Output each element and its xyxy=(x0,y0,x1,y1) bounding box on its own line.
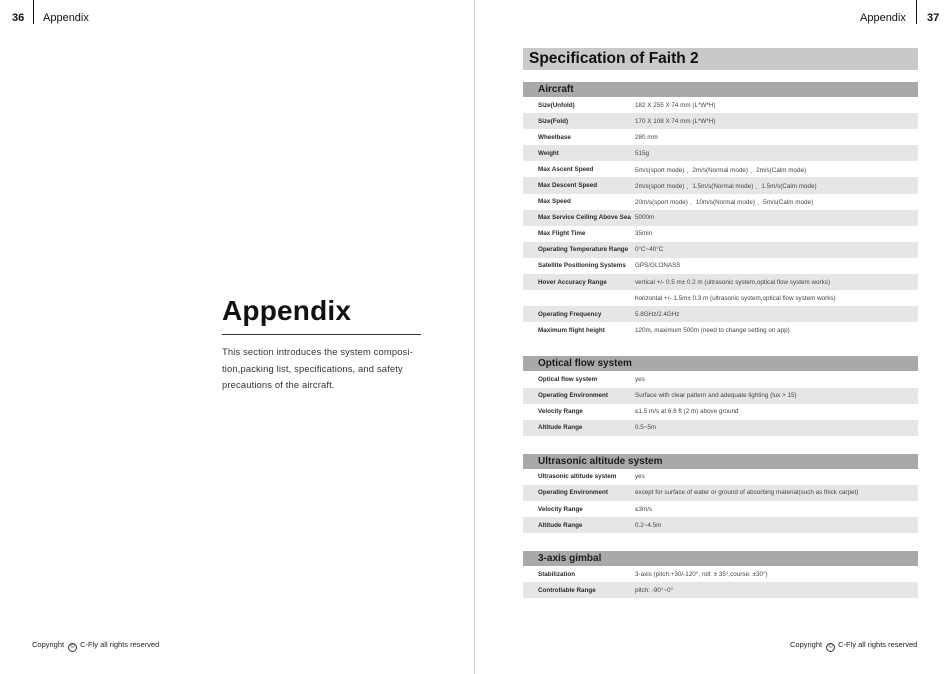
spec-value: vertical +/- 0.5 m± 0.2 m (ultrasonic system,optical flow system works) xyxy=(635,278,831,286)
spec-key: Velocity Range xyxy=(538,505,583,513)
spec-row xyxy=(523,113,918,129)
spec-section xyxy=(523,82,918,338)
spec-key: Maximum flight height xyxy=(538,326,605,334)
spec-value: horizontal +/- 1.5m± 0.3 m (ultrasonic system,optical flow system works) xyxy=(635,294,836,302)
spec-key: Altitude Range xyxy=(538,424,583,432)
spec-value: 515g xyxy=(635,149,650,157)
page-title: Appendix xyxy=(222,295,352,326)
section-heading: Optical flow system xyxy=(523,356,918,371)
spec-row xyxy=(523,420,918,436)
spec-row xyxy=(523,517,918,533)
spec-key: Max Ascent Speed xyxy=(538,165,594,173)
spec-value: Surface with clear pattern and adequate lighting (lux > 15) xyxy=(635,392,797,400)
spec-key: Stabilization xyxy=(538,570,576,578)
spec-key: Max Service Ceiling Above Sea xyxy=(538,214,631,222)
spec-value: 5000m xyxy=(635,214,655,222)
spec-section xyxy=(523,551,918,598)
spec-value: 5.8GHz/2.4GHz xyxy=(635,310,680,318)
spec-row xyxy=(523,404,918,420)
footer-copyright-text: C-Fly all rights reserved xyxy=(80,640,160,649)
spec-row xyxy=(523,145,918,161)
spec-key: Size(Unfold) xyxy=(538,101,575,109)
spec-value: GPS/GLONASS xyxy=(635,262,681,270)
page-number: 36 xyxy=(12,12,25,24)
spec-value: pitch: -90°~0° xyxy=(635,586,674,594)
spec-value: 0°C~40°C xyxy=(635,246,664,254)
copyright-icon: © xyxy=(826,643,835,652)
footer-copyright-label: Copyright xyxy=(790,640,823,649)
footer-copyright xyxy=(32,640,159,652)
header-title: Appendix xyxy=(43,12,89,24)
section-heading: Aircraft xyxy=(523,82,918,97)
spec-row xyxy=(523,322,918,338)
spec-row xyxy=(523,177,918,193)
spec-key: Max Descent Speed xyxy=(538,182,598,190)
spec-value: ≤1.5 m/s at 6.6 ft (2 m) above ground xyxy=(635,408,739,416)
spec-row xyxy=(523,274,918,290)
spec-row xyxy=(523,226,918,242)
footer-copyright-label: Copyright xyxy=(32,640,65,649)
spec-value: 0.5~5m xyxy=(635,424,657,432)
spec-key: Satellite Positioning Systems xyxy=(538,262,626,270)
copyright-icon: © xyxy=(68,643,77,652)
title-underline xyxy=(222,334,421,335)
spec-sheet xyxy=(523,48,918,598)
spec-key: Max Speed xyxy=(538,198,571,206)
right-page xyxy=(475,0,950,674)
spec-value: 120m, maximum 500m (need to change setting on app) xyxy=(635,326,790,334)
spec-value: 182 X 255 X 74 mm (L*W*H) xyxy=(635,101,716,109)
spec-row xyxy=(523,97,918,113)
spec-value: 3-axis (pitch:+30/-120°, roll: ± 35°,course: ±30°) xyxy=(635,570,768,578)
footer-copyright xyxy=(790,640,917,652)
header-divider xyxy=(916,0,917,24)
spec-key: Operating Frequency xyxy=(538,310,602,318)
spec-key: Operating Environment xyxy=(538,489,608,497)
spec-key: Altitude Range xyxy=(538,521,583,529)
spec-row xyxy=(523,371,918,387)
spec-row xyxy=(523,242,918,258)
spec-key: Weight xyxy=(538,149,559,157)
spec-row xyxy=(523,258,918,274)
spec-value: yes xyxy=(635,375,645,383)
footer-copyright-text: C-Fly all rights reserved xyxy=(838,640,918,649)
intro-paragraph: This section introduces the system composi-tion,packing list, specifications, and safety precautions of the aircraft. xyxy=(222,346,413,390)
spec-row xyxy=(523,306,918,322)
spec-value: except for surface of water or ground of absorbing material(such as thick carpet) xyxy=(635,489,859,497)
spec-value: yes xyxy=(635,473,645,481)
spec-key: Operating Environment xyxy=(538,392,608,400)
spec-sections xyxy=(523,82,918,598)
spec-row xyxy=(523,194,918,210)
spec-value: 35min xyxy=(635,230,653,238)
spec-value: 5m/s(sport mode) 、2m/s(Normal mode) 、2m/s(Calm mode) xyxy=(635,166,807,174)
spec-key: Velocity Range xyxy=(538,408,583,416)
spec-row xyxy=(523,210,918,226)
section-heading: Ultrasonic altitude system xyxy=(523,454,918,469)
section-heading: 3-axis gimbal xyxy=(523,551,918,566)
spec-row xyxy=(523,485,918,501)
spec-value: 280 mm xyxy=(635,133,658,141)
spec-row xyxy=(523,501,918,517)
spec-section xyxy=(523,356,918,435)
spec-key: Hover Accuracy Range xyxy=(538,278,607,286)
spec-section xyxy=(523,454,918,533)
spec-key: Wheelbase xyxy=(538,133,571,141)
spec-row xyxy=(523,129,918,145)
spec-value: 2m/s(sport mode) 、1.5m/s(Normal mode) 、1.5m/s(Calm mode) xyxy=(635,183,817,191)
spec-row xyxy=(523,290,918,306)
spec-row xyxy=(523,388,918,404)
spec-key: Max Flight Time xyxy=(538,230,586,238)
spec-key: Controllable Range xyxy=(538,586,596,594)
spec-row xyxy=(523,161,918,177)
page-number: 37 xyxy=(927,12,940,24)
spec-row xyxy=(523,582,918,598)
spec-title: Specification of Faith 2 xyxy=(523,48,918,70)
spec-value: 0.2~4.5m xyxy=(635,521,662,529)
spec-key: Operating Temperature Range xyxy=(538,246,629,254)
spec-key: Size(Fold) xyxy=(538,117,569,125)
spec-key: Ultrasonic altitude system xyxy=(538,473,617,481)
spec-row xyxy=(523,469,918,485)
left-page xyxy=(0,0,474,674)
header-title: Appendix xyxy=(860,12,906,24)
spec-value: 170 X 108 X 74 mm (L*W*H) xyxy=(635,117,716,125)
spec-value: ≤3m/s xyxy=(635,505,653,513)
spec-row xyxy=(523,566,918,582)
header-divider xyxy=(33,0,34,24)
spec-value: 20m/s(sport mode) 、10m/s(Normal mode) 、5m/s(Calm mode) xyxy=(635,199,814,207)
spec-key: Optical flow system xyxy=(538,375,598,383)
